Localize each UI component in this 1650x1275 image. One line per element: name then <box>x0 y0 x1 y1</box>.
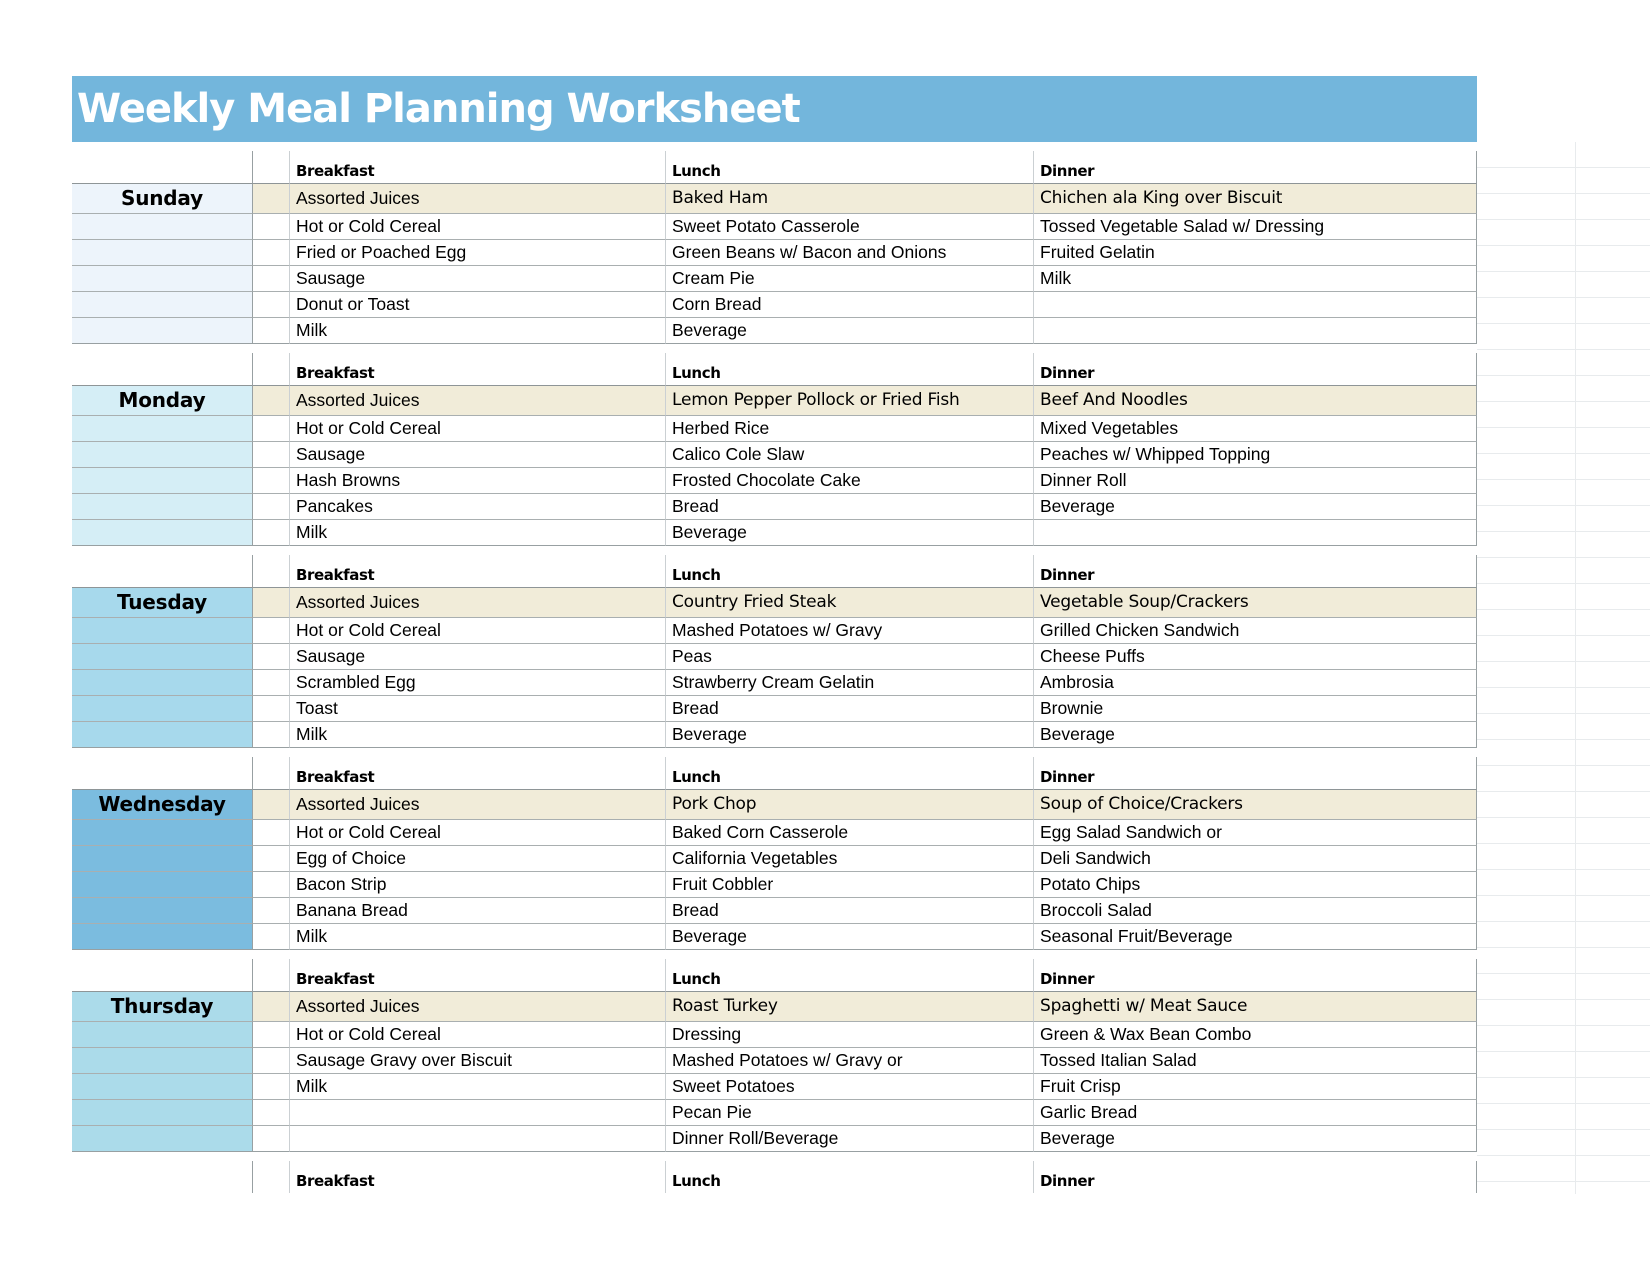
column-header-label-lunch: Lunch <box>672 768 721 786</box>
sunday-day-column-cell[interactable] <box>72 318 253 344</box>
cell-monday-dinner-5[interactable]: Beverage <box>1034 494 1477 520</box>
tuesday-spacer-cell-5 <box>253 696 290 722</box>
thursday-day-column-cell[interactable] <box>72 1022 253 1048</box>
sunday-row-2 <box>72 214 1477 240</box>
cell-sunday-breakfast-4[interactable]: Sausage <box>290 266 666 292</box>
thursday-header-spacer-cell <box>253 959 290 991</box>
wednesday-spacer-cell-3 <box>253 846 290 872</box>
thursday-row-6 <box>72 1126 1477 1152</box>
worksheet-title: Weekly Meal Planning Worksheet <box>77 86 800 132</box>
thursday-spacer-cell-2 <box>253 1022 290 1048</box>
sunday-header-spacer-cell <box>253 151 290 183</box>
monday-day-column-cell[interactable] <box>72 442 253 468</box>
tuesday-header-spacer-cell <box>253 555 290 587</box>
cell-tuesday-dinner-3[interactable]: Cheese Puffs <box>1034 644 1477 670</box>
cell-tuesday-dinner-5[interactable]: Brownie <box>1034 696 1477 722</box>
sunday-day-column-cell[interactable] <box>72 240 253 266</box>
tuesday-header-day-cell <box>72 555 253 587</box>
thursday-spacer-cell-6 <box>253 1126 290 1152</box>
cell-tuesday-dinner-4[interactable]: Ambrosia <box>1034 670 1477 696</box>
cell-wednesday-breakfast-6[interactable]: Milk <box>290 924 666 950</box>
cell-sunday-lunch-3[interactable]: Green Beans w/ Bacon and Onions <box>666 240 1034 266</box>
column-header-lunch <box>666 1161 1034 1193</box>
cell-wednesday-dinner-6[interactable]: Seasonal Fruit/Beverage <box>1034 924 1477 950</box>
tuesday-spacer-cell-3 <box>253 644 290 670</box>
cell-tuesday-dinner-2[interactable]: Grilled Chicken Sandwich <box>1034 618 1477 644</box>
cell-thursday-breakfast-1[interactable]: Assorted Juices <box>290 991 666 1022</box>
column-header-label-lunch: Lunch <box>672 162 721 180</box>
cell-thursday-lunch-3[interactable]: Mashed Potatoes w/ Gravy or <box>666 1048 1034 1074</box>
cell-thursday-lunch-4[interactable]: Sweet Potatoes <box>666 1074 1034 1100</box>
monday-spacer-row <box>72 344 1477 353</box>
monday-row-5 <box>72 494 1477 520</box>
tuesday-row-1 <box>72 587 1477 618</box>
column-header-label-lunch: Lunch <box>672 566 721 584</box>
monday-row-1 <box>72 385 1477 416</box>
thursday-day-column-cell[interactable] <box>72 1126 253 1152</box>
monday-header-day-cell <box>72 353 253 385</box>
sunday-row-6 <box>72 318 1477 344</box>
wednesday-row-3 <box>72 846 1477 872</box>
monday-day-column-cell[interactable] <box>72 520 253 546</box>
thursday-day-column-cell[interactable] <box>72 1074 253 1100</box>
wednesday-row-5 <box>72 898 1477 924</box>
monday-spacer-cell-3 <box>253 442 290 468</box>
monday-header-spacer-cell <box>253 353 290 385</box>
monday-spacer-cell-2 <box>253 416 290 442</box>
tuesday-spacer-cell-2 <box>253 618 290 644</box>
cell-sunday-lunch-5[interactable]: Corn Bread <box>666 292 1034 318</box>
cell-thursday-lunch-5[interactable]: Pecan Pie <box>666 1100 1034 1126</box>
day-cell-sunday[interactable] <box>72 183 253 214</box>
wednesday-header-row <box>72 757 1477 789</box>
monday-spacer-cell-1 <box>253 385 290 416</box>
sunday-row-4 <box>72 266 1477 292</box>
cell-tuesday-breakfast-3[interactable]: Sausage <box>290 644 666 670</box>
worksheet <box>72 76 1477 1193</box>
column-header-dinner <box>1034 959 1477 991</box>
tuesday-row-3 <box>72 644 1477 670</box>
cell-monday-lunch-6[interactable]: Beverage <box>666 520 1034 546</box>
cell-tuesday-lunch-3[interactable]: Peas <box>666 644 1034 670</box>
column-header-breakfast <box>290 757 666 789</box>
cell-monday-dinner-1[interactable]: Beef And Noodles <box>1034 385 1477 416</box>
cell-wednesday-dinner-3[interactable]: Deli Sandwich <box>1034 846 1477 872</box>
sunday-header-day-cell <box>72 151 253 183</box>
cell-monday-dinner-3[interactable]: Peaches w/ Whipped Topping <box>1034 442 1477 468</box>
column-header-breakfast <box>290 353 666 385</box>
meal-table <box>72 142 1477 1193</box>
cell-thursday-breakfast-3[interactable]: Sausage Gravy over Biscuit <box>290 1048 666 1074</box>
tuesday-spacer-cell-4 <box>253 670 290 696</box>
day-label-tuesday: Tuesday <box>117 590 207 614</box>
cell-sunday-dinner-4[interactable]: Milk <box>1034 266 1477 292</box>
monday-row-4 <box>72 468 1477 494</box>
monday-row-2 <box>72 416 1477 442</box>
cell-thursday-breakfast-2[interactable]: Hot or Cold Cereal <box>290 1022 666 1048</box>
cell-tuesday-breakfast-1[interactable]: Assorted Juices <box>290 587 666 618</box>
thursday-spacer-cell-4 <box>253 1074 290 1100</box>
footer-header-row <box>72 1161 1477 1193</box>
thursday-day-column-cell[interactable] <box>72 1100 253 1126</box>
cell-thursday-breakfast-6[interactable] <box>290 1126 666 1152</box>
column-header-label-lunch: Lunch <box>672 1172 721 1190</box>
thursday-row-3 <box>72 1048 1477 1074</box>
next-day-block-partial <box>72 1152 1477 1193</box>
cell-thursday-dinner-3[interactable]: Tossed Italian Salad <box>1034 1048 1477 1074</box>
sunday-spacer-cell-2 <box>253 214 290 240</box>
empty-grid-area <box>1477 142 1650 1194</box>
cell-sunday-breakfast-5[interactable]: Donut or Toast <box>290 292 666 318</box>
cell-thursday-dinner-4[interactable]: Fruit Crisp <box>1034 1074 1477 1100</box>
thursday-header-row <box>72 959 1477 991</box>
cell-tuesday-dinner-6[interactable]: Beverage <box>1034 722 1477 748</box>
day-cell-tuesday[interactable] <box>72 587 253 618</box>
tuesday-row-5 <box>72 696 1477 722</box>
sunday-spacer-row <box>72 142 1477 151</box>
day-block-monday <box>72 344 1477 546</box>
cell-monday-lunch-2[interactable]: Herbed Rice <box>666 416 1034 442</box>
column-header-label-dinner: Dinner <box>1040 1172 1095 1190</box>
cell-monday-dinner-4[interactable]: Dinner Roll <box>1034 468 1477 494</box>
tuesday-day-column-cell[interactable] <box>72 644 253 670</box>
column-header-label-dinner: Dinner <box>1040 364 1095 382</box>
column-header-dinner <box>1034 151 1477 183</box>
thursday-day-column-cell[interactable] <box>72 1048 253 1074</box>
column-header-breakfast <box>290 1161 666 1193</box>
day-label-monday: Monday <box>118 388 206 412</box>
cell-sunday-lunch-2[interactable]: Sweet Potato Casserole <box>666 214 1034 240</box>
tuesday-spacer-row <box>72 546 1477 555</box>
tuesday-day-column-cell[interactable] <box>72 618 253 644</box>
sunday-header-row <box>72 151 1477 183</box>
cell-sunday-breakfast-2[interactable]: Hot or Cold Cereal <box>290 214 666 240</box>
cell-tuesday-lunch-4[interactable]: Strawberry Cream Gelatin <box>666 670 1034 696</box>
column-header-lunch <box>666 151 1034 183</box>
monday-day-column-cell[interactable] <box>72 468 253 494</box>
cell-tuesday-breakfast-5[interactable]: Toast <box>290 696 666 722</box>
tuesday-header-row <box>72 555 1477 587</box>
cell-sunday-lunch-6[interactable]: Beverage <box>666 318 1034 344</box>
cell-sunday-dinner-6[interactable] <box>1034 318 1477 344</box>
column-header-label-dinner: Dinner <box>1040 162 1095 180</box>
wednesday-row-2 <box>72 820 1477 846</box>
column-header-dinner <box>1034 757 1477 789</box>
column-header-breakfast <box>290 151 666 183</box>
wednesday-day-column-cell[interactable] <box>72 820 253 846</box>
cell-wednesday-breakfast-2[interactable]: Hot or Cold Cereal <box>290 820 666 846</box>
column-header-lunch <box>666 555 1034 587</box>
footer-spacer-row <box>72 1152 1477 1161</box>
tuesday-day-column-cell[interactable] <box>72 722 253 748</box>
column-header-lunch <box>666 757 1034 789</box>
cell-thursday-breakfast-5[interactable] <box>290 1100 666 1126</box>
cell-wednesday-dinner-1[interactable]: Soup of Choice/Crackers <box>1034 789 1477 820</box>
wednesday-spacer-cell-2 <box>253 820 290 846</box>
thursday-spacer-cell-3 <box>253 1048 290 1074</box>
monday-day-column-cell[interactable] <box>72 416 253 442</box>
thursday-header-day-cell <box>72 959 253 991</box>
cell-monday-breakfast-3[interactable]: Sausage <box>290 442 666 468</box>
tuesday-row-2 <box>72 618 1477 644</box>
cell-monday-lunch-5[interactable]: Bread <box>666 494 1034 520</box>
tuesday-day-column-cell[interactable] <box>72 696 253 722</box>
cell-wednesday-breakfast-1[interactable]: Assorted Juices <box>290 789 666 820</box>
day-label-sunday: Sunday <box>121 186 203 210</box>
monday-spacer-cell-4 <box>253 468 290 494</box>
cell-wednesday-dinner-4[interactable]: Potato Chips <box>1034 872 1477 898</box>
column-header-label-lunch: Lunch <box>672 364 721 382</box>
cell-wednesday-breakfast-4[interactable]: Bacon Strip <box>290 872 666 898</box>
cell-monday-breakfast-6[interactable]: Milk <box>290 520 666 546</box>
tuesday-spacer-cell-6 <box>253 722 290 748</box>
column-header-label-breakfast: Breakfast <box>296 970 375 988</box>
column-header-label-breakfast: Breakfast <box>296 768 375 786</box>
wednesday-spacer-cell-6 <box>253 924 290 950</box>
column-header-label-dinner: Dinner <box>1040 970 1095 988</box>
sunday-day-column-cell[interactable] <box>72 214 253 240</box>
cell-sunday-breakfast-6[interactable]: Milk <box>290 318 666 344</box>
cell-thursday-dinner-2[interactable]: Green & Wax Bean Combo <box>1034 1022 1477 1048</box>
sunday-day-column-cell[interactable] <box>72 266 253 292</box>
sunday-row-5 <box>72 292 1477 318</box>
sunday-row-1 <box>72 183 1477 214</box>
cell-wednesday-lunch-3[interactable]: California Vegetables <box>666 846 1034 872</box>
sunday-spacer-cell-3 <box>253 240 290 266</box>
wednesday-row-4 <box>72 872 1477 898</box>
cell-sunday-dinner-5[interactable] <box>1034 292 1477 318</box>
cell-monday-dinner-6[interactable] <box>1034 520 1477 546</box>
column-header-breakfast <box>290 555 666 587</box>
column-header-breakfast <box>290 959 666 991</box>
footer-header-day-cell <box>72 1161 253 1193</box>
wednesday-row-1 <box>72 789 1477 820</box>
wednesday-header-day-cell <box>72 757 253 789</box>
column-header-lunch <box>666 959 1034 991</box>
day-block-sunday <box>72 142 1477 344</box>
wednesday-day-column-cell[interactable] <box>72 924 253 950</box>
cell-wednesday-lunch-1[interactable]: Pork Chop <box>666 789 1034 820</box>
cell-wednesday-lunch-6[interactable]: Beverage <box>666 924 1034 950</box>
cell-monday-lunch-3[interactable]: Calico Cole Slaw <box>666 442 1034 468</box>
cell-tuesday-breakfast-4[interactable]: Scrambled Egg <box>290 670 666 696</box>
day-block-tuesday <box>72 546 1477 748</box>
thursday-row-5 <box>72 1100 1477 1126</box>
wednesday-spacer-row <box>72 748 1477 757</box>
cell-monday-dinner-2[interactable]: Mixed Vegetables <box>1034 416 1477 442</box>
cell-monday-lunch-1[interactable]: Lemon Pepper Pollock or Fried Fish <box>666 385 1034 416</box>
cell-monday-lunch-4[interactable]: Frosted Chocolate Cake <box>666 468 1034 494</box>
cell-monday-breakfast-1[interactable]: Assorted Juices <box>290 385 666 416</box>
monday-row-3 <box>72 442 1477 468</box>
wednesday-spacer-cell-5 <box>253 898 290 924</box>
cell-tuesday-lunch-1[interactable]: Country Fried Steak <box>666 587 1034 618</box>
column-header-label-breakfast: Breakfast <box>296 162 375 180</box>
cell-thursday-dinner-6[interactable]: Beverage <box>1034 1126 1477 1152</box>
day-label-thursday: Thursday <box>110 994 214 1018</box>
cell-sunday-breakfast-1[interactable]: Assorted Juices <box>290 183 666 214</box>
cell-thursday-lunch-2[interactable]: Dressing <box>666 1022 1034 1048</box>
day-cell-monday[interactable] <box>72 385 253 416</box>
cell-tuesday-lunch-6[interactable]: Beverage <box>666 722 1034 748</box>
monday-day-column-cell[interactable] <box>72 494 253 520</box>
cell-sunday-dinner-1[interactable]: Chichen ala King over Biscuit <box>1034 183 1477 214</box>
cell-tuesday-lunch-5[interactable]: Bread <box>666 696 1034 722</box>
grid-column-line <box>1575 142 1576 1194</box>
cell-thursday-dinner-5[interactable]: Garlic Bread <box>1034 1100 1477 1126</box>
thursday-row-2 <box>72 1022 1477 1048</box>
wednesday-row-6 <box>72 924 1477 950</box>
monday-spacer-cell-5 <box>253 494 290 520</box>
cell-wednesday-lunch-5[interactable]: Bread <box>666 898 1034 924</box>
column-header-label-breakfast: Breakfast <box>296 1172 375 1190</box>
wednesday-header-spacer-cell <box>253 757 290 789</box>
thursday-row-1 <box>72 991 1477 1022</box>
cell-wednesday-breakfast-3[interactable]: Egg of Choice <box>290 846 666 872</box>
sunday-day-column-cell[interactable] <box>72 292 253 318</box>
cell-monday-breakfast-2[interactable]: Hot or Cold Cereal <box>290 416 666 442</box>
wednesday-day-column-cell[interactable] <box>72 898 253 924</box>
cell-sunday-lunch-4[interactable]: Cream Pie <box>666 266 1034 292</box>
tuesday-spacer-cell-1 <box>253 587 290 618</box>
cell-tuesday-breakfast-6[interactable]: Milk <box>290 722 666 748</box>
cell-wednesday-lunch-2[interactable]: Baked Corn Casserole <box>666 820 1034 846</box>
monday-spacer-cell-6 <box>253 520 290 546</box>
cell-monday-breakfast-4[interactable]: Hash Browns <box>290 468 666 494</box>
thursday-spacer-row <box>72 950 1477 959</box>
column-header-dinner <box>1034 1161 1477 1193</box>
cell-thursday-lunch-1[interactable]: Roast Turkey <box>666 991 1034 1022</box>
thursday-spacer-cell-1 <box>253 991 290 1022</box>
monday-header-row <box>72 353 1477 385</box>
column-header-lunch <box>666 353 1034 385</box>
cell-tuesday-lunch-2[interactable]: Mashed Potatoes w/ Gravy <box>666 618 1034 644</box>
worksheet-title-bar <box>72 76 1477 142</box>
tuesday-row-4 <box>72 670 1477 696</box>
wednesday-spacer-cell-1 <box>253 789 290 820</box>
column-header-label-dinner: Dinner <box>1040 566 1095 584</box>
day-cell-wednesday[interactable] <box>72 789 253 820</box>
sunday-row-3 <box>72 240 1477 266</box>
cell-wednesday-dinner-5[interactable]: Broccoli Salad <box>1034 898 1477 924</box>
cell-wednesday-lunch-4[interactable]: Fruit Cobbler <box>666 872 1034 898</box>
cell-thursday-breakfast-4[interactable]: Milk <box>290 1074 666 1100</box>
column-header-label-breakfast: Breakfast <box>296 364 375 382</box>
cell-tuesday-dinner-1[interactable]: Vegetable Soup/Crackers <box>1034 587 1477 618</box>
cell-sunday-breakfast-3[interactable]: Fried or Poached Egg <box>290 240 666 266</box>
wednesday-day-column-cell[interactable] <box>72 846 253 872</box>
footer-header-spacer-cell <box>253 1161 290 1193</box>
sunday-spacer-cell-1 <box>253 183 290 214</box>
cell-thursday-dinner-1[interactable]: Spaghetti w/ Meat Sauce <box>1034 991 1477 1022</box>
monday-row-6 <box>72 520 1477 546</box>
cell-thursday-lunch-6[interactable]: Dinner Roll/Beverage <box>666 1126 1034 1152</box>
cell-wednesday-breakfast-5[interactable]: Banana Bread <box>290 898 666 924</box>
wednesday-day-column-cell[interactable] <box>72 872 253 898</box>
day-block-wednesday <box>72 748 1477 950</box>
column-header-label-dinner: Dinner <box>1040 768 1095 786</box>
thursday-spacer-cell-5 <box>253 1100 290 1126</box>
day-cell-thursday[interactable] <box>72 991 253 1022</box>
column-header-label-breakfast: Breakfast <box>296 566 375 584</box>
tuesday-day-column-cell[interactable] <box>72 670 253 696</box>
day-block-thursday <box>72 950 1477 1152</box>
sunday-spacer-cell-5 <box>253 292 290 318</box>
tuesday-row-6 <box>72 722 1477 748</box>
day-label-wednesday: Wednesday <box>98 792 226 816</box>
cell-sunday-lunch-1[interactable]: Baked Ham <box>666 183 1034 214</box>
cell-sunday-dinner-2[interactable]: Tossed Vegetable Salad w/ Dressing <box>1034 214 1477 240</box>
cell-tuesday-breakfast-2[interactable]: Hot or Cold Cereal <box>290 618 666 644</box>
column-header-dinner <box>1034 353 1477 385</box>
sunday-spacer-cell-4 <box>253 266 290 292</box>
column-header-label-lunch: Lunch <box>672 970 721 988</box>
cell-wednesday-dinner-2[interactable]: Egg Salad Sandwich or <box>1034 820 1477 846</box>
wednesday-spacer-cell-4 <box>253 872 290 898</box>
thursday-row-4 <box>72 1074 1477 1100</box>
cell-monday-breakfast-5[interactable]: Pancakes <box>290 494 666 520</box>
column-header-dinner <box>1034 555 1477 587</box>
cell-sunday-dinner-3[interactable]: Fruited Gelatin <box>1034 240 1477 266</box>
sunday-spacer-cell-6 <box>253 318 290 344</box>
